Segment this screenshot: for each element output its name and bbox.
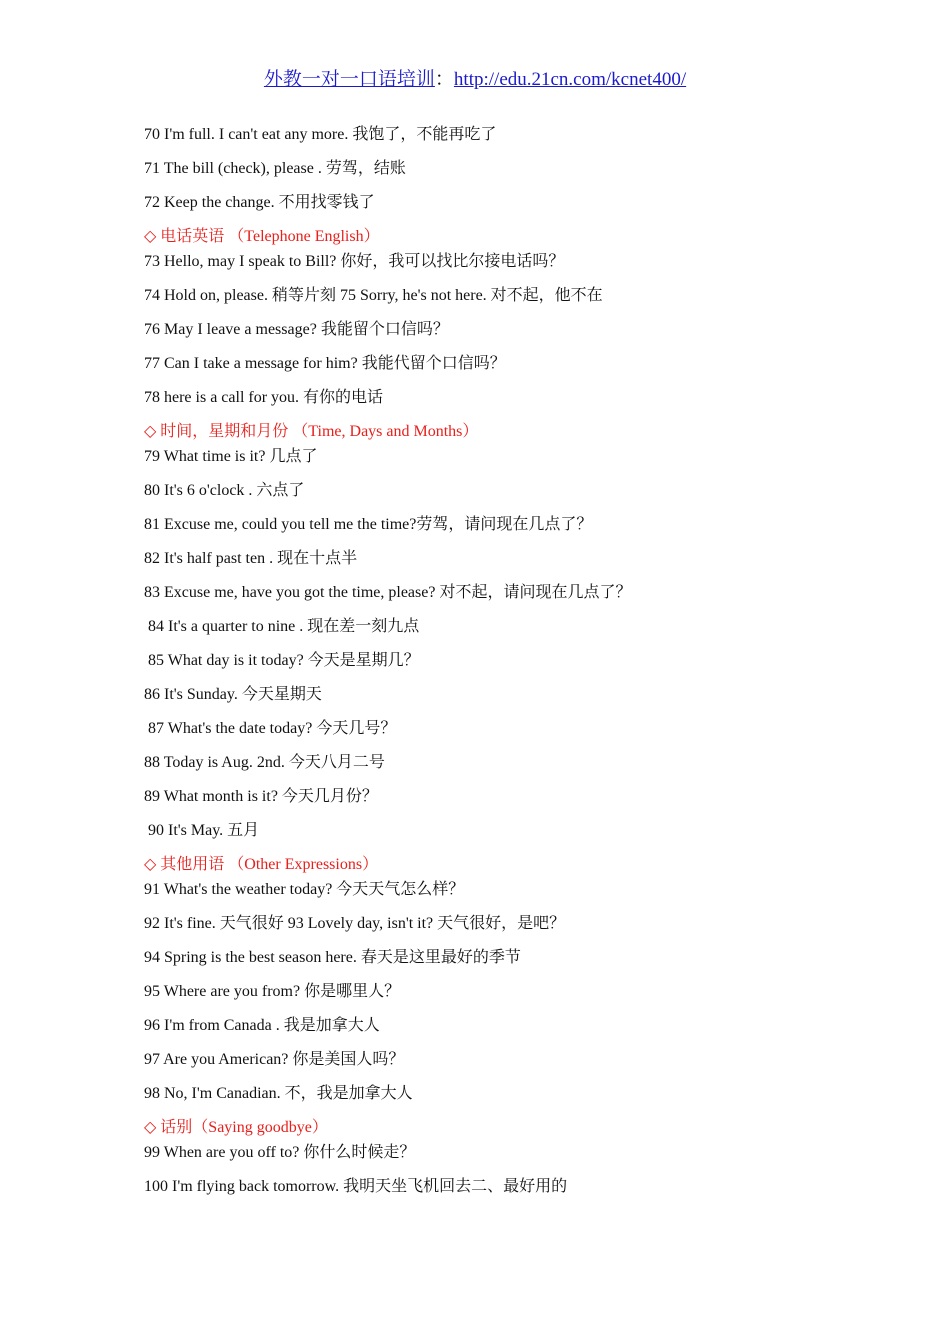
phrase-line: 95 Where are you from? 你是哪里人？ [144, 983, 401, 1000]
section-heading-time: ◇ 时间，星期和月份 （Time, Days and Months） [144, 423, 479, 440]
phrase-line: 79 What time is it? 几点了 [144, 448, 318, 465]
phrase-line: 97 Are you American? 你是美国人吗？ [144, 1051, 405, 1068]
phrase-line: 84 It's a quarter to nine . 现在差一刻九点 [148, 618, 420, 635]
phrase-line: 70 I'm full. I can't eat any more. 我饱了，不能再吃了 [144, 126, 497, 143]
phrase-line: 99 When are you off to? 你什么时候走？ [144, 1144, 416, 1161]
phrase-line: 81 Excuse me, could you tell me the time?劳驾，请问现在几点了？ [144, 516, 593, 533]
phrase-line: 85 What day is it today? 今天是星期几？ [148, 652, 420, 669]
phrase-line: 86 It's Sunday. 今天星期天 [144, 686, 322, 703]
title-link[interactable]: 外教一对一口语培训 [263, 69, 435, 90]
section-heading-telephone: ◇ 电话英语 （Telephone English） [144, 228, 380, 245]
url-link[interactable]: http://edu.21cn.com/kcnet400/ [453, 69, 687, 90]
phrase-line: 83 Excuse me, have you got the time, please? 对不起，请问现在几点了？ [144, 584, 632, 601]
section-heading-goodbye: ◇ 话别（Saying goodbye） [144, 1119, 328, 1136]
phrase-line: 76 May I leave a message? 我能留个口信吗？ [144, 321, 449, 338]
phrase-line: 82 It's half past ten . 现在十点半 [144, 550, 358, 567]
phrase-line: 78 here is a call for you. 有你的电话 [144, 389, 384, 406]
phrase-line: 94 Spring is the best season here. 春天是这里最好的季节 [144, 949, 521, 966]
phrase-line: 72 Keep the change. 不用找零钱了 [144, 194, 375, 211]
phrase-line: 74 Hold on, please. 稍等片刻 75 Sorry, he's not here. 对不起，他不在 [144, 287, 603, 304]
phrase-list [144, 124, 904, 1210]
phrase-line: 91 What's the weather today? 今天天气怎么样？ [144, 881, 465, 898]
phrase-line: 90 It's May. 五月 [148, 822, 260, 839]
phrase-line: 98 No, I'm Canadian. 不，我是加拿大人 [144, 1085, 413, 1102]
header-separator: ： [434, 69, 454, 90]
phrase-line: 100 I'm flying back tomorrow. 我明天坐飞机回去二、最好用的 [144, 1178, 568, 1195]
section-heading-other: ◇ 其他用语 （Other Expressions） [144, 856, 379, 873]
page-header [0, 68, 950, 92]
phrase-line: 77 Can I take a message for him? 我能代留个口信吗？ [144, 355, 506, 372]
phrase-line: 80 It's 6 o'clock . 六点了 [144, 482, 305, 499]
phrase-line: 89 What month is it? 今天几月份？ [144, 788, 378, 805]
phrase-line: 92 It's fine. 天气很好 93 Lovely day, isn't it? 天气很好，是吧？ [144, 915, 566, 932]
phrase-line: 88 Today is Aug. 2nd. 今天八月二号 [144, 754, 385, 771]
phrase-line: 71 The bill (check), please . 劳驾，结账 [144, 160, 406, 177]
phrase-line: 96 I'm from Canada . 我是加拿大人 [144, 1017, 380, 1034]
phrase-line: 73 Hello, may I speak to Bill? 你好，我可以找比尔接电话吗？ [144, 253, 565, 270]
phrase-line: 87 What's the date today? 今天几号？ [148, 720, 397, 737]
